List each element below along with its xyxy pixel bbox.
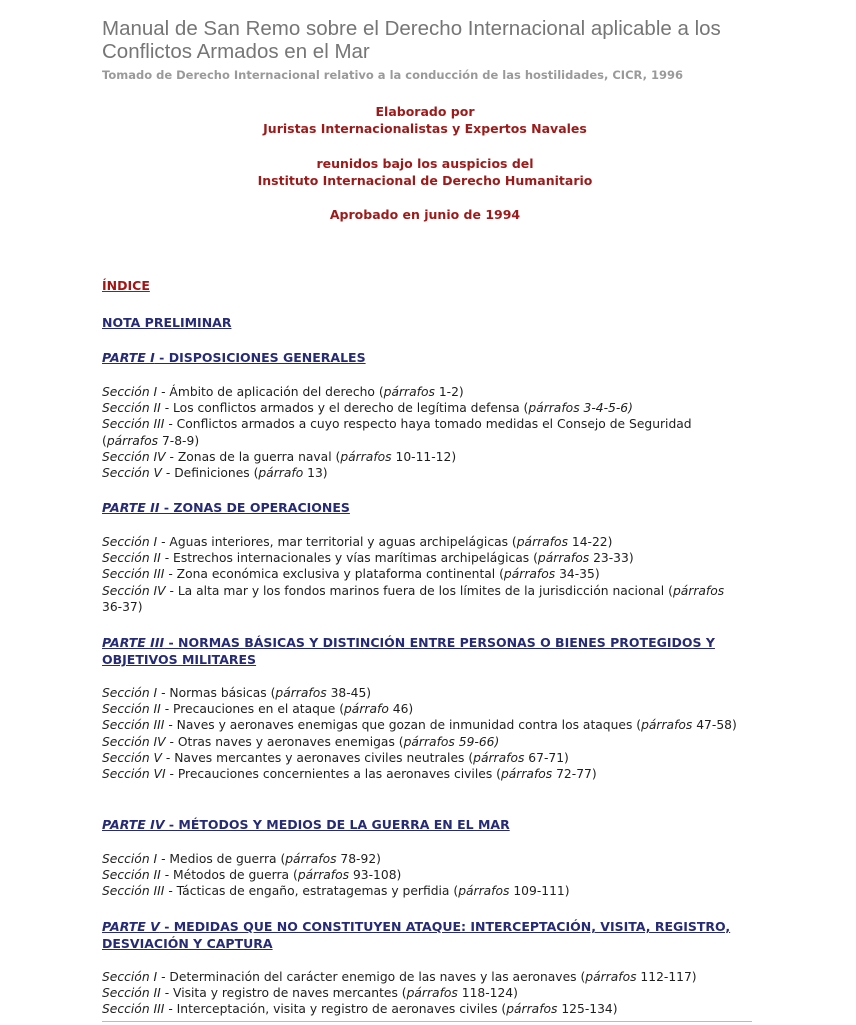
part-1-link[interactable] <box>102 349 752 366</box>
credits-line: Elaborado por <box>375 104 475 119</box>
credits-line: Aprobado en junio de 1994 <box>329 207 521 222</box>
part-4-link[interactable] <box>102 816 752 833</box>
part-1-sections <box>102 384 742 481</box>
section-item: Sección I - Ámbito de aplicación del derecho (párrafos 1-2) <box>102 385 464 399</box>
section-item: Sección II - Visita y registro de naves mercantes (párrafos 118-124) <box>102 986 518 1001</box>
section-item: Sección I - Medios de guerra (párrafos 78-92) <box>102 852 381 866</box>
part-4-sections <box>102 851 742 900</box>
section-item: Sección I - Normas básicas (párrafos 38-45) <box>102 686 372 700</box>
part-title: - MEDIDAS QUE NO CONSTITUYEN ATAQUE: INTERCEPTACIÓN, VISITA, REGISTRO, DESVIACIÓN Y CAPTURA <box>102 919 731 951</box>
section-item: Sección I - Aguas interiores, mar territorial y aguas archipelágicas (párrafos 14-22) <box>102 535 613 549</box>
part-5-sections <box>102 969 742 1018</box>
section-item: Sección I - Determinación del carácter enemigo de las naves y las aeronaves (párrafos 112-117) <box>102 970 697 984</box>
nota-preliminar-link[interactable]: NOTA PRELIMINAR <box>102 315 232 330</box>
section-item: Sección III - Zona económica exclusiva y plataforma continental (párrafos 34-35) <box>102 567 600 582</box>
section-item: Sección III - Tácticas de engaño, estratagemas y perfidia (párrafos 109-111) <box>102 884 570 899</box>
document-source: Tomado de Derecho Internacional relativo a la conducción de las hostilidades, CICR, 1996 <box>102 68 683 82</box>
part-2-link[interactable] <box>102 499 752 516</box>
index-heading: ÍNDICE <box>102 278 150 293</box>
part-number: PARTE IV <box>102 817 165 832</box>
credits-line: Instituto Internacional de Derecho Humanitario <box>257 173 593 188</box>
section-item: Sección VI - Precauciones concernientes a las aeronaves civiles (párrafos 72-77) <box>102 767 597 782</box>
section-item: Sección V - Naves mercantes y aeronaves civiles neutrales (párrafos 67-71) <box>102 750 569 765</box>
section-item: Sección II - Los conflictos armados y el derecho de legítima defensa (párrafos 3-4-5-6) <box>102 401 633 416</box>
section-item: Sección III - Interceptación, visita y registro de aeronaves civiles (párrafos 125-134) <box>102 1002 618 1017</box>
part-title: - ZONAS DE OPERACIONES <box>159 500 350 515</box>
credits-line: Juristas Internacionalistas y Expertos Navales <box>263 121 587 136</box>
credits-auspices <box>100 155 750 189</box>
part-title: - NORMAS BÁSICAS Y DISTINCIÓN ENTRE PERSONAS O BIENES PROTEGIDOS Y OBJETIVOS MILITARES <box>102 635 715 667</box>
section-item: Sección II - Métodos de guerra (párrafos 93-108) <box>102 868 402 883</box>
part-3-sections <box>102 685 742 782</box>
section-item: Sección II - Precauciones en el ataque (párrafo 46) <box>102 702 414 717</box>
section-item: Sección IV - Otras naves y aeronaves enemigas (párrafos 59-66) <box>102 734 500 749</box>
part-number: PARTE III <box>102 635 165 650</box>
part-5-link[interactable] <box>102 918 752 952</box>
section-item: Sección V - Definiciones (párrafo 13) <box>102 466 328 481</box>
part-title: - MÉTODOS Y MEDIOS DE LA GUERRA EN EL MAR <box>164 817 510 832</box>
bottom-divider <box>102 1021 752 1022</box>
section-item: Sección IV - Zonas de la guerra naval (párrafos 10-11-12) <box>102 449 457 464</box>
credits-authors <box>100 103 750 137</box>
section-item: Sección III - Naves y aeronaves enemigas que gozan de inmunidad contra los ataques (párrafos 47-58) <box>102 718 737 733</box>
part-number: PARTE II <box>102 500 160 515</box>
part-3-link[interactable] <box>102 634 752 668</box>
part-number: PARTE I <box>102 350 155 365</box>
section-item: Sección IV - La alta mar y los fondos marinos fuera de los límites de la jurisdicción nacional (párrafos 36-37) <box>102 583 725 614</box>
part-number: PARTE V <box>102 919 160 934</box>
part-title: - DISPOSICIONES GENERALES <box>154 350 366 365</box>
part-2-sections <box>102 534 742 615</box>
credits-approval <box>100 206 750 223</box>
document-title: Manual de San Remo sobre el Derecho Internacional aplicable a los Conflictos Armados en el Mar <box>102 17 721 63</box>
credits-line: reunidos bajo los auspicios del <box>316 156 534 171</box>
section-item: Sección II - Estrechos internacionales y vías marítimas archipelágicas (párrafos 23-33) <box>102 551 634 566</box>
section-item: Sección III - Conflictos armados a cuyo respecto haya tomado medidas el Consejo de Seguridad (párrafos 7-8-9) <box>102 417 692 448</box>
